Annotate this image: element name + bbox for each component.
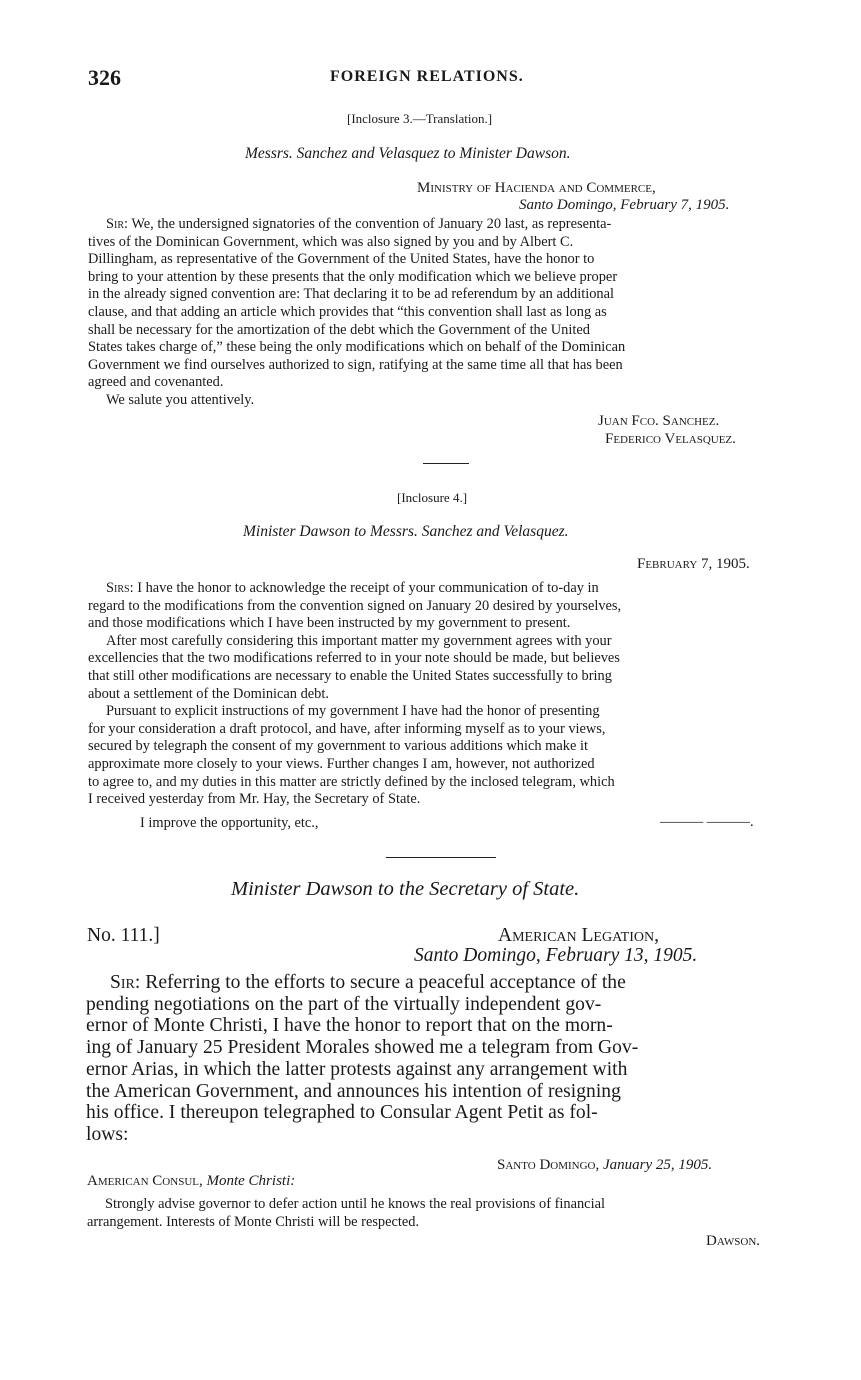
enclosure4-para3-line: to agree to, and my duties in this matter are strictly defined by the inclosed telegram, which <box>88 773 615 790</box>
enclosure3-body-line: agreed and covenanted. <box>88 374 224 391</box>
enclosure4-para1-line: I have the honor to acknowledge the receipt of your communication of to-day in <box>137 580 599 596</box>
enclosure4-title: Minister Dawson to Messrs. Sanchez and Velasquez. <box>243 523 569 540</box>
enclosure3-body-line: clause, and that adding an article which provides that “this convention shall last as long as <box>88 303 607 320</box>
enclosure4-date: February 7, 1905. <box>637 556 750 572</box>
enclosure4-para1-line: regard to the modifications from the convention signed on January 20 desired by yourselves, <box>88 597 622 614</box>
enclosure3-body <box>88 216 803 410</box>
enclosure3-label: [Inclosure 3.—Translation.] <box>347 111 493 126</box>
letter-body-line: ernor Arias, in which the latter protests against any arrangement with <box>86 1058 628 1080</box>
page-number: 326 <box>88 65 121 90</box>
enclosure4-para1-line: and those modifications which I have been instructed by my government to present. <box>88 615 571 632</box>
enclosure4-para2-line: about a settlement of the Dominican debt. <box>88 685 329 702</box>
enclosure3-closing: We salute you attentively. <box>106 391 255 408</box>
enclosure3-signature-1: Juan Fco. Sanchez. <box>598 413 720 429</box>
enclosure4-para3-line: for your consideration a draft protocol, and have, after informing myself as to your views, <box>88 720 606 737</box>
enclosure4-para2-line: excellencies that the two modifications referred to in your note should be made, but believes <box>88 650 620 667</box>
letter-body-line: his office. I thereupon telegraphed to Consular Agent Petit as fol- <box>86 1102 598 1124</box>
enclosure3-signature-2: Federico Velasquez. <box>605 431 736 447</box>
enclosure4-para2-line: After most carefully considering this important matter my government agrees with your <box>106 632 612 649</box>
salutation: Sir: <box>110 972 141 993</box>
salutation: Sirs: <box>106 580 134 596</box>
letter-body-line: ernor of Monte Christi, I have the honor to report that on the morn- <box>86 1015 613 1037</box>
telegram-addressee <box>87 1173 295 1190</box>
enclosure4-para3-line: approximate more closely to your views. Further changes I am, however, not authorized <box>88 755 595 772</box>
telegram-date: January 25, 1905. <box>603 1157 713 1173</box>
enclosure3-body-line: tives of the Dominican Government, which was also signed by you and by Albert C. <box>88 233 574 250</box>
letter-title: Minister Dawson to the Secretary of State. <box>231 878 580 900</box>
letter-body-line: the American Government, and announces his intention of resigning <box>86 1080 621 1102</box>
addressee-place: Monte Christi: <box>206 1173 296 1189</box>
running-title: FOREIGN RELATIONS. <box>330 68 524 85</box>
telegram-signature: Dawson. <box>706 1233 761 1249</box>
enclosure3-body-line: We, the undersigned signatories of the convention of January 20 last, as representa- <box>131 216 612 232</box>
telegram-line: arrangement. Interests of Monte Christi will be respected. <box>87 1213 420 1230</box>
enclosure4-signature: ——— ———. <box>660 814 754 830</box>
telegram-line: Strongly advise governor to defer action until he knows the real provisions of financial <box>105 1196 605 1212</box>
enclosure4-closing: I improve the opportunity, etc., <box>140 815 319 831</box>
telegram-body <box>87 1196 802 1231</box>
enclosure4-body <box>88 580 803 809</box>
enclosure3-body-line: bring to your attention by these presents that the only modification which we believe proper <box>88 268 618 285</box>
letter-place-date: Santo Domingo, February 13, 1905. <box>414 945 698 966</box>
enclosure3-ministry: Ministry of Hacienda and Commerce, <box>417 180 656 196</box>
enclosure4-para3-line: secured by telegraph the consent of my government to various additions which make it <box>88 738 588 755</box>
enclosure4-para2-line: that still other modifications are necessary to enable the United States successfully to bring <box>88 667 612 684</box>
enclosure3-body-line: States takes charge of,” these being the only modifications which on behalf of the Dominican <box>88 339 626 356</box>
section-divider <box>423 463 469 464</box>
enclosure4-para3-line: Pursuant to explicit instructions of my government I have had the honor of presenting <box>106 703 600 720</box>
letter-number: No. 111.] <box>87 925 160 946</box>
letter-body-line: ing of January 25 President Morales showed me a telegram from Gov- <box>86 1037 639 1059</box>
enclosure4-label: [Inclosure 4.] <box>397 490 468 505</box>
telegram-place-date <box>497 1157 712 1174</box>
enclosure3-body-line: Government we find ourselves authorized to sign, ratifying at the same time all that has been <box>88 356 623 373</box>
salutation: Sir: <box>106 216 129 232</box>
letter-body-line: pending negotiations on the part of the virtually independent gov- <box>86 993 602 1015</box>
enclosure3-place-date: Santo Domingo, February 7, 1905. <box>519 197 730 213</box>
addressee-title: American Consul, <box>87 1173 203 1189</box>
letter-body <box>86 972 801 1146</box>
letter-body-line: Referring to the efforts to secure a peaceful acceptance of the <box>145 972 626 993</box>
section-divider <box>386 857 496 858</box>
enclosure3-body-line: Dillingham, as representative of the Government of the United States, have the honor to <box>88 251 595 268</box>
enclosure4-para3-line: I received yesterday from Mr. Hay, the Secretary of State. <box>88 791 421 808</box>
enclosure3-title: Messrs. Sanchez and Velasquez to Minister Dawson. <box>245 145 571 162</box>
letter-body-line: lows: <box>86 1123 129 1145</box>
letter-legation: American Legation, <box>498 925 659 946</box>
enclosure3-body-line: in the already signed convention are: That declaring it to be ad referendum by an additional <box>88 286 615 303</box>
telegram-place: Santo Domingo, <box>497 1157 600 1173</box>
enclosure3-body-line: shall be necessary for the amortization of the debt which the Government of the United <box>88 321 590 338</box>
